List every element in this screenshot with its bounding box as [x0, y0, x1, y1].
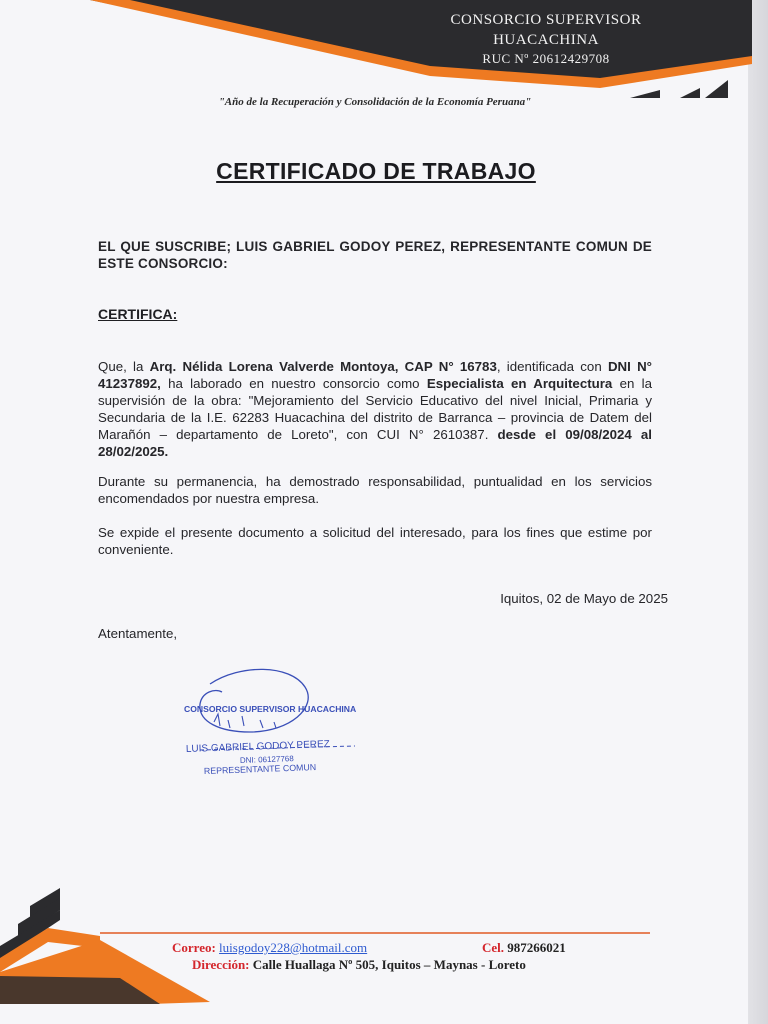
page-edge-shadow [748, 0, 768, 1024]
employment-period: desde el 09/08/2024 al 28/02/2025. [98, 427, 652, 459]
header-accent-2 [680, 88, 700, 98]
body-text-3: ha laborado en nuestro consorcio como [160, 376, 427, 391]
phone-label: Cel. [482, 940, 505, 955]
company-ruc: RUC Nº 20612429708 [482, 51, 610, 66]
expide-paragraph: Se expide el presente documento a solicitud del interesado, para los fines que estime por conveniente. [98, 525, 652, 557]
body-text-4: en la supervisión de la obra: "Mejoramiento del Servicio Educativo del nivel Inicial, Primaria y Secundaria de la I.E. 62283 Huacachina del distrito de Barranca – provincia de Datem del Marañón – departamento de Loreto", con CUI N° 2610387. [98, 376, 653, 442]
address-value: Calle Huallaga Nº 505, Iquitos – Maynas - Loreto [252, 957, 526, 972]
company-name-line1: CONSORCIO SUPERVISOR [450, 12, 642, 28]
stamp-dni: DNI: 06127768 [239, 754, 294, 765]
certification-body [98, 358, 652, 460]
document-title: CERTIFICADO DE TRABAJO [216, 158, 536, 184]
footer-banner [0, 880, 752, 1024]
phone-number: 987266021 [507, 940, 566, 955]
email-link[interactable]: luisgodoy228@hotmail.com [219, 940, 368, 955]
company-name-line2: HUACACHINA [493, 32, 599, 48]
year-motto: "Año de la Recuperación y Consolidación de la Economía Peruana" [218, 96, 532, 108]
certifica-heading: CERTIFICA: [98, 306, 178, 322]
body-text-2: , identificada con [496, 359, 608, 374]
closing-salutation: Atentamente, [98, 626, 178, 641]
employee-name: Arq. Nélida Lorena Valverde Montoya, CAP N° 16783 [149, 359, 497, 374]
employee-dni: DNI N° 41237892, [98, 359, 652, 391]
signature-strokes [214, 714, 276, 728]
footer-phone-row [482, 940, 566, 956]
signature-scribble [200, 669, 308, 732]
body-text-1: Que, la [98, 359, 150, 374]
signature-stamp [170, 662, 380, 782]
header-accent-3 [705, 80, 728, 98]
place-and-date: Iquitos, 02 de Mayo de 2025 [500, 591, 668, 606]
stamp-name: LUIS GABRIEL GODOY PEREZ [185, 738, 330, 755]
permanencia-paragraph: Durante su permanencia, ha demostrado responsabilidad, puntualidad en los servicios encomendados por nuestra empresa. [98, 474, 652, 506]
stamp-company: CONSORCIO SUPERVISOR HUACACHINA [184, 704, 357, 714]
stamp-role: REPRESENTANTE COMUN [203, 762, 317, 776]
employee-position: Especialista en Arquitectura [426, 376, 613, 391]
email-label: Correo: [172, 940, 216, 955]
footer-address-row [192, 957, 526, 973]
header-accent-1 [630, 90, 660, 98]
footer-contact-row [172, 940, 367, 956]
suscribe-paragraph: EL QUE SUSCRIBE; LUIS GABRIEL GODOY PEREZ, REPRESENTANTE COMUN DE ESTE CONSORCIO: [98, 239, 652, 271]
address-label: Dirección: [192, 957, 250, 972]
